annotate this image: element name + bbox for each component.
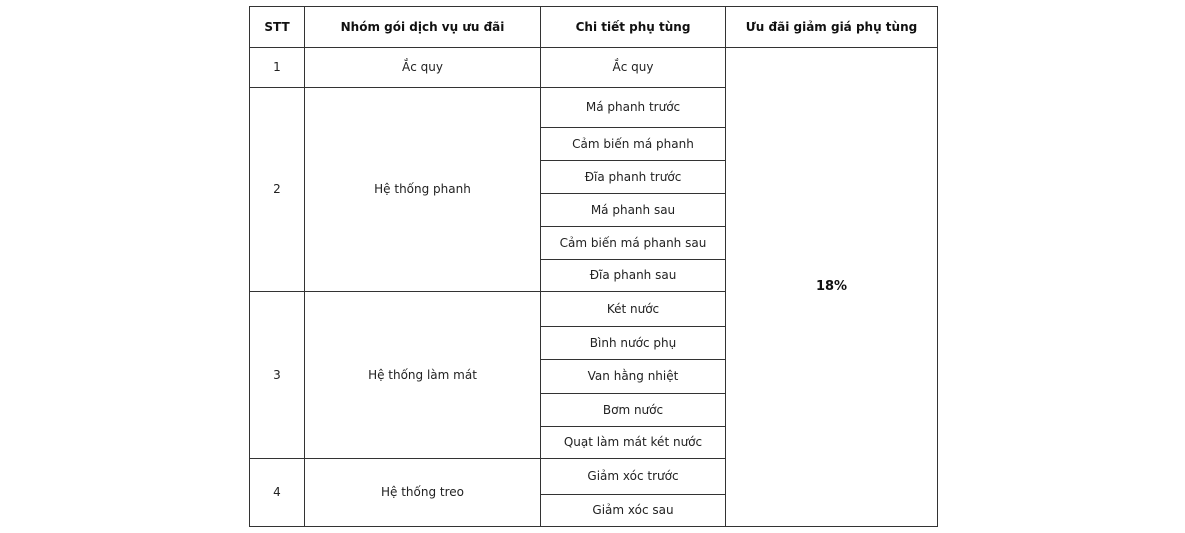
part-cell: Bơm nước xyxy=(602,402,664,417)
row-stt: 1 xyxy=(273,60,281,75)
part-cell: Má phanh trước xyxy=(585,100,681,115)
part-cell: Cảm biến má phanh xyxy=(572,136,694,151)
part-cell: Đĩa phanh sau xyxy=(589,268,677,283)
row-stt: 4 xyxy=(273,485,281,500)
header-stt: STT xyxy=(264,19,290,34)
part-cell: Van hằng nhiệt xyxy=(587,369,679,384)
part-cell: Má phanh sau xyxy=(590,202,676,217)
part-cell: Bình nước phụ xyxy=(589,335,677,350)
part-cell: Ắc quy xyxy=(612,60,654,75)
row-group-name: Hệ thống phanh xyxy=(374,182,471,197)
discount-value: 18% xyxy=(815,279,848,295)
row-group-name: Hệ thống làm mát xyxy=(368,367,477,382)
part-cell: Đĩa phanh trước xyxy=(584,169,682,184)
part-cell: Cảm biến má phanh sau xyxy=(559,235,707,250)
header-group: Nhóm gói dịch vụ ưu đãi xyxy=(340,19,505,34)
part-cell: Quạt làm mát két nước xyxy=(563,435,703,450)
header-discount: Ưu đãi giảm giá phụ tùng xyxy=(745,19,918,34)
row-stt: 2 xyxy=(273,182,281,197)
part-cell: Giảm xóc trước xyxy=(587,469,679,484)
row-stt: 3 xyxy=(273,367,281,382)
row-group-name: Hệ thống treo xyxy=(380,485,464,500)
row-group-name: Ắc quy xyxy=(402,60,443,75)
part-cell: Giảm xóc sau xyxy=(592,503,674,518)
discount-table xyxy=(249,6,938,527)
header-detail: Chi tiết phụ tùng xyxy=(575,19,691,34)
part-cell: Két nước xyxy=(606,301,660,316)
